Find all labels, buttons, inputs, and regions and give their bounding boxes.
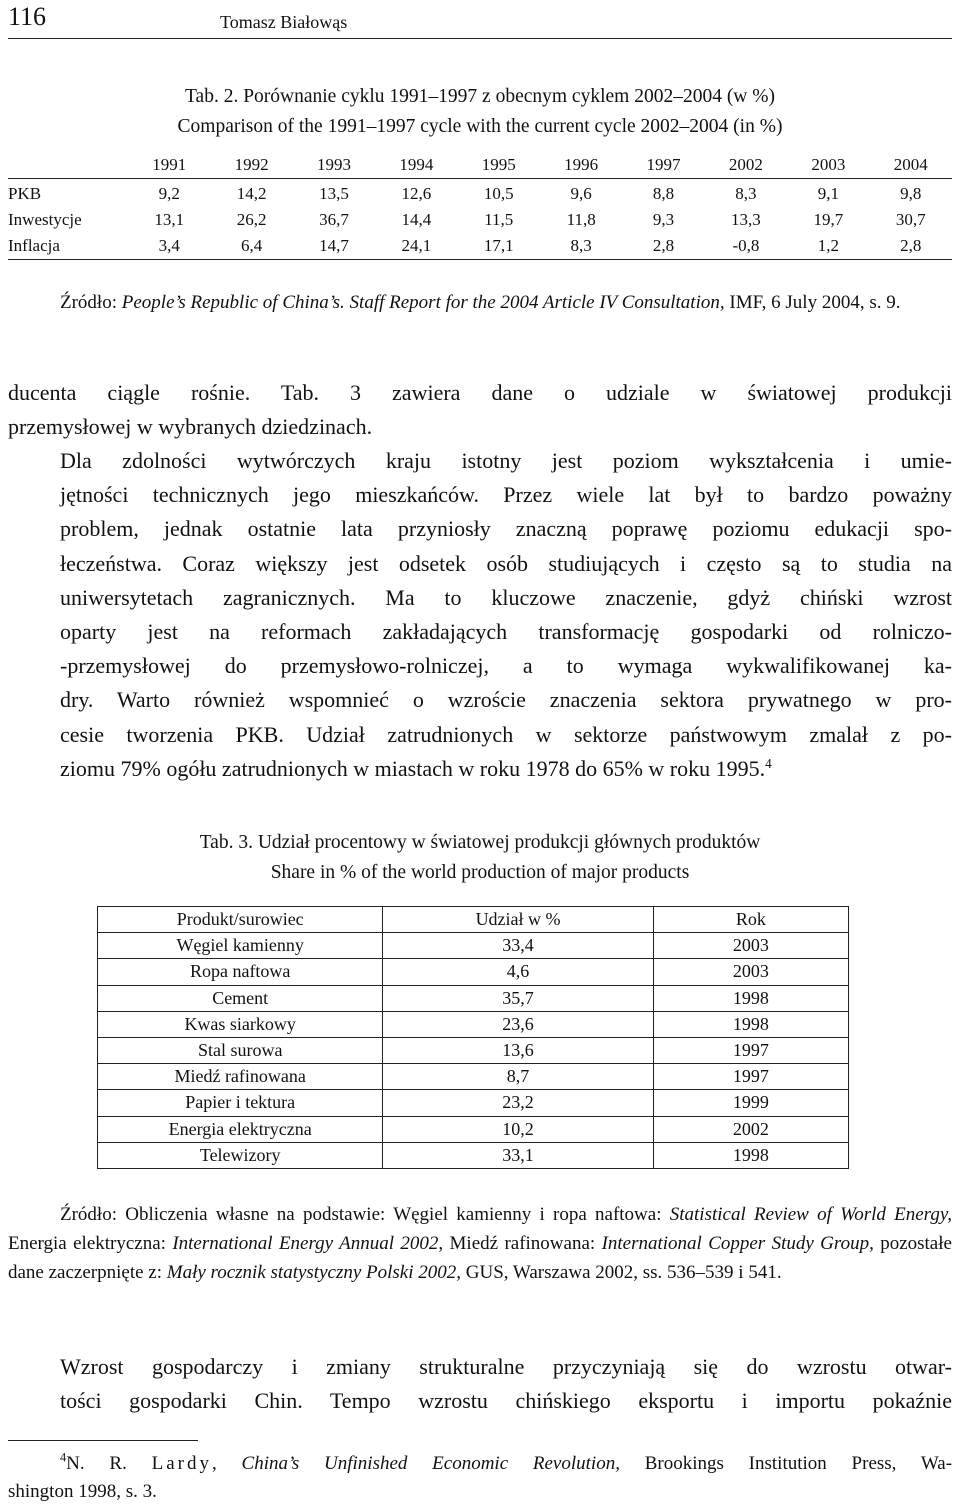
table2-cell: 9,2	[158, 184, 180, 203]
page-number: 116	[8, 2, 47, 31]
table2-row-pkb	[8, 179, 952, 208]
source-suffix: IMF, 6 July 2004, s. 9.	[724, 292, 901, 313]
table2-year-header: 1992	[210, 152, 292, 179]
table3-cell-share: 35,7	[383, 985, 653, 1011]
table3-cell-product: Miedź rafinowana	[98, 1064, 383, 1090]
table2-cycle-comparison	[8, 152, 952, 260]
table2-cell: 13,3	[731, 210, 761, 229]
text-line: cesie tworzenia PKB. Udział zatrudnionych w sektorze państwowym zmalał z po-	[60, 721, 952, 747]
running-author: Tomasz Białowąs	[220, 12, 348, 32]
table2-row-inwestycje	[8, 207, 952, 233]
table2-header-row	[8, 152, 952, 179]
table3-cell-product: Węgiel kamienny	[98, 933, 383, 959]
footnote-line: shington 1998, s. 3.	[8, 1481, 157, 1502]
running-header	[8, 0, 952, 40]
paragraph-2	[8, 444, 952, 786]
text-line: oparty jest na reformach zakładających transformację gospodarki od rolniczo-	[60, 619, 952, 645]
source-text: Źródło: Obliczenia własne na podstawie: Węgiel kamienny i ropa naftowa:	[60, 1204, 670, 1225]
text-line: problem, jednak ostatnie lata przyniosły znaczną poprawę poziomu edukacji spo-	[60, 516, 952, 542]
footnote-number: 4	[60, 1450, 67, 1465]
source-title: International Copper Study Group,	[601, 1233, 874, 1254]
table3-cell-year: 2002	[653, 1116, 848, 1142]
table3-cell-product: Telewizory	[98, 1142, 383, 1168]
table2-cell: 19,7	[813, 210, 844, 229]
table3-cell-year: 1998	[653, 985, 848, 1011]
table3-row	[98, 1116, 849, 1142]
table2-year-header: 1994	[375, 152, 457, 179]
text-line: dry. Warto również wspomnieć o wzroście znaczenia sektora prywatnego w pro-	[60, 687, 952, 713]
table3-cell-share: 8,7	[383, 1064, 653, 1090]
table2-cell: 36,7	[319, 210, 349, 229]
table2-cell: 10,5	[483, 184, 514, 203]
text-line: Wzrost gospodarczy i zmiany strukturalne przyczyniają się do wzrostu otwar-	[60, 1354, 952, 1379]
table3-header-row	[98, 907, 849, 933]
table3-cell-product: Cement	[98, 985, 383, 1011]
table2-cell: 9,1	[817, 184, 839, 203]
table2-cell: 26,2	[236, 210, 267, 229]
table2-cell: 24,1	[375, 233, 457, 260]
table2-cell: 6,4	[210, 233, 292, 260]
table3-row	[98, 985, 849, 1011]
table3-cell-year: 1999	[653, 1090, 848, 1116]
table2-row-label: Inflacja	[8, 233, 128, 260]
table3-cell-year: 1998	[653, 1011, 848, 1037]
table3-row	[98, 1011, 849, 1037]
table3-cell-year: 1997	[653, 1037, 848, 1063]
source-text: Miedź rafinowana:	[443, 1233, 602, 1254]
text-line: łeczeństwa. Coraz większy jest odsetek osób studiujących i często są to studia na	[60, 550, 952, 576]
footnote-initials: N. R.	[66, 1453, 152, 1474]
table3-cell-year: 2003	[653, 933, 848, 959]
table3-cell-year: 1997	[653, 1064, 848, 1090]
source-title: People’s Republic of China’s. Staff Report for the 2004 Article IV Consultation,	[121, 292, 725, 313]
table3-row	[98, 1142, 849, 1168]
table3-cell-year: 2003	[653, 959, 848, 985]
table3-cell-share: 33,4	[383, 933, 653, 959]
table3-row	[98, 959, 849, 985]
table2-cell: 8,3	[540, 233, 622, 260]
table2-cell: 8,3	[735, 184, 757, 203]
text-line: przemysłowej w wybranych dziedzinach.	[8, 414, 373, 440]
text-line: ducenta ciągle rośnie. Tab. 3 zawiera dane o udziale w światowej produkcji	[8, 380, 952, 405]
table3-caption	[0, 828, 960, 888]
table2-cell: 13,1	[154, 210, 185, 229]
table2-cell: 1,2	[787, 233, 869, 260]
footnote-title: China’s Unfinished Economic Revolution,	[241, 1453, 620, 1474]
table2-corner-cell	[8, 152, 128, 179]
paragraph-1	[8, 376, 952, 444]
table3-cell-product: Energia elektryczna	[98, 1116, 383, 1142]
table2-cell: 30,7	[895, 210, 926, 229]
table3-source-note	[8, 1200, 952, 1287]
table2-cell: 8,8	[652, 184, 675, 203]
table2-year-header: 2004	[870, 152, 952, 179]
table2-year-header: 2002	[705, 152, 787, 179]
source-text: pozostałe dane zaczerpnięte z:	[8, 1233, 952, 1283]
footnote-publisher: Brookings Institution Press, Wa-	[619, 1453, 953, 1474]
table2-row-label: PKB	[8, 184, 42, 203]
footnote-reference[interactable]: 4	[765, 755, 772, 771]
table2-cell: 11,5	[484, 210, 514, 229]
table2-cell: 2,8	[622, 233, 704, 260]
table2-year-header: 1993	[293, 152, 375, 179]
text-line: uniwersytetach zagranicznych. Ma to kluczowe znaczenie, gdyż chiński wzrost	[60, 584, 952, 610]
table3-cell-share: 10,2	[383, 1116, 653, 1142]
table2-year-header: 2003	[787, 152, 869, 179]
text-line: tości gospodarki Chin. Tempo wzrostu chińskiego eksportu i importu pokaźnie	[60, 1388, 952, 1414]
table2-cell: 14,2	[236, 184, 267, 203]
text-line: -przemysłowej do przemysłowo-rolniczej, a to wymaga wykwalifikowanej ka-	[60, 653, 952, 679]
text-line: Dla zdolności wytwórczych kraju istotny jest poziom wykształcenia i umie-	[60, 448, 952, 473]
text-line-with-footnote	[8, 752, 952, 786]
text-line: jętności technicznych jego mieszkańców. Przez wiele lat był to bardzo poważny	[60, 482, 952, 508]
table3-cell-share: 13,6	[383, 1037, 653, 1063]
table2-caption-en: Comparison of the 1991–1997 cycle with the current cycle 2002–2004 (in %)	[177, 116, 783, 137]
table3-row	[98, 1090, 849, 1116]
footnote-rule	[8, 1440, 198, 1441]
table2-cell: 14,4	[401, 210, 432, 229]
table2-year-header: 1996	[540, 152, 622, 179]
source-prefix: Źródło:	[60, 292, 122, 313]
table2-cell: 2,8	[870, 233, 952, 260]
table2-cell: 3,4	[128, 233, 210, 260]
table2-cell: 14,7	[293, 233, 375, 260]
table2-source-note	[8, 288, 952, 317]
table3-cell-year: 1998	[653, 1142, 848, 1168]
paragraph-3	[8, 1350, 952, 1418]
table3-header-share: Udział w %	[383, 907, 653, 933]
table3-cell-product: Kwas siarkowy	[98, 1011, 383, 1037]
table2-cell: 13,5	[319, 184, 349, 203]
table2-caption	[0, 82, 960, 142]
table3-row	[98, 933, 849, 959]
table3-cell-share: 33,1	[383, 1142, 653, 1168]
table3-cell-product: Papier i tektura	[98, 1090, 383, 1116]
table3-header-year: Rok	[653, 907, 848, 933]
source-text: Energia elektryczna:	[8, 1233, 173, 1254]
table2-cell: 17,1	[458, 233, 540, 260]
table2-caption-pl: Tab. 2. Porównanie cyklu 1991–1997 z obecnym cyklem 2002–2004 (w %)	[184, 86, 776, 107]
table2-year-header: 1995	[458, 152, 540, 179]
footnote-author: Lardy	[151, 1453, 212, 1474]
table2-year-header: 1991	[128, 152, 210, 179]
table3-cell-share: 23,2	[383, 1090, 653, 1116]
footnote-4	[8, 1450, 952, 1506]
table3-caption-pl: Tab. 3. Udział procentowy w światowej produkcji głównych produktów	[199, 832, 761, 853]
table3-cell-product: Stal surowa	[98, 1037, 383, 1063]
table3-world-production-share	[97, 906, 849, 1169]
table2-row-inflacja	[8, 233, 952, 260]
table2-cell: 9,6	[570, 184, 592, 203]
table2-year-header: 1997	[622, 152, 704, 179]
table3-row	[98, 1064, 849, 1090]
header-rule	[8, 38, 952, 39]
table3-cell-share: 4,6	[383, 959, 653, 985]
table3-header-product: Produkt/surowiec	[98, 907, 383, 933]
table2-cell: 9,8	[900, 184, 922, 203]
table2-cell: -0,8	[705, 233, 787, 260]
text-line: ziomu 79% ogółu zatrudnionych w miastach w roku 1978 do 65% w roku 1995.	[60, 755, 766, 781]
table3-row	[98, 1037, 849, 1063]
table2-cell: 11,8	[566, 210, 596, 229]
table2-cell: 12,6	[401, 184, 432, 203]
source-title: Statistical Review of World Energy,	[669, 1204, 952, 1225]
table2-row-label: Inwestycje	[8, 210, 82, 229]
table2-cell: 9,3	[652, 210, 675, 229]
source-title: Mały rocznik statystyczny Polski 2002,	[166, 1262, 462, 1283]
table3-cell-product: Ropa naftowa	[98, 959, 383, 985]
source-text: GUS, Warszawa 2002, ss. 536–539 i 541.	[461, 1262, 782, 1283]
footnote-line: $^4$N. R. Lardy, China’s Unfinished Economic Revolution, Brookings Institution Press, Wa-	[60, 1450, 953, 1474]
source-title: International Energy Annual 2002,	[172, 1233, 444, 1254]
table3-cell-share: 23,6	[383, 1011, 653, 1037]
table3-caption-en: Share in % of the world production of major products	[270, 862, 690, 883]
